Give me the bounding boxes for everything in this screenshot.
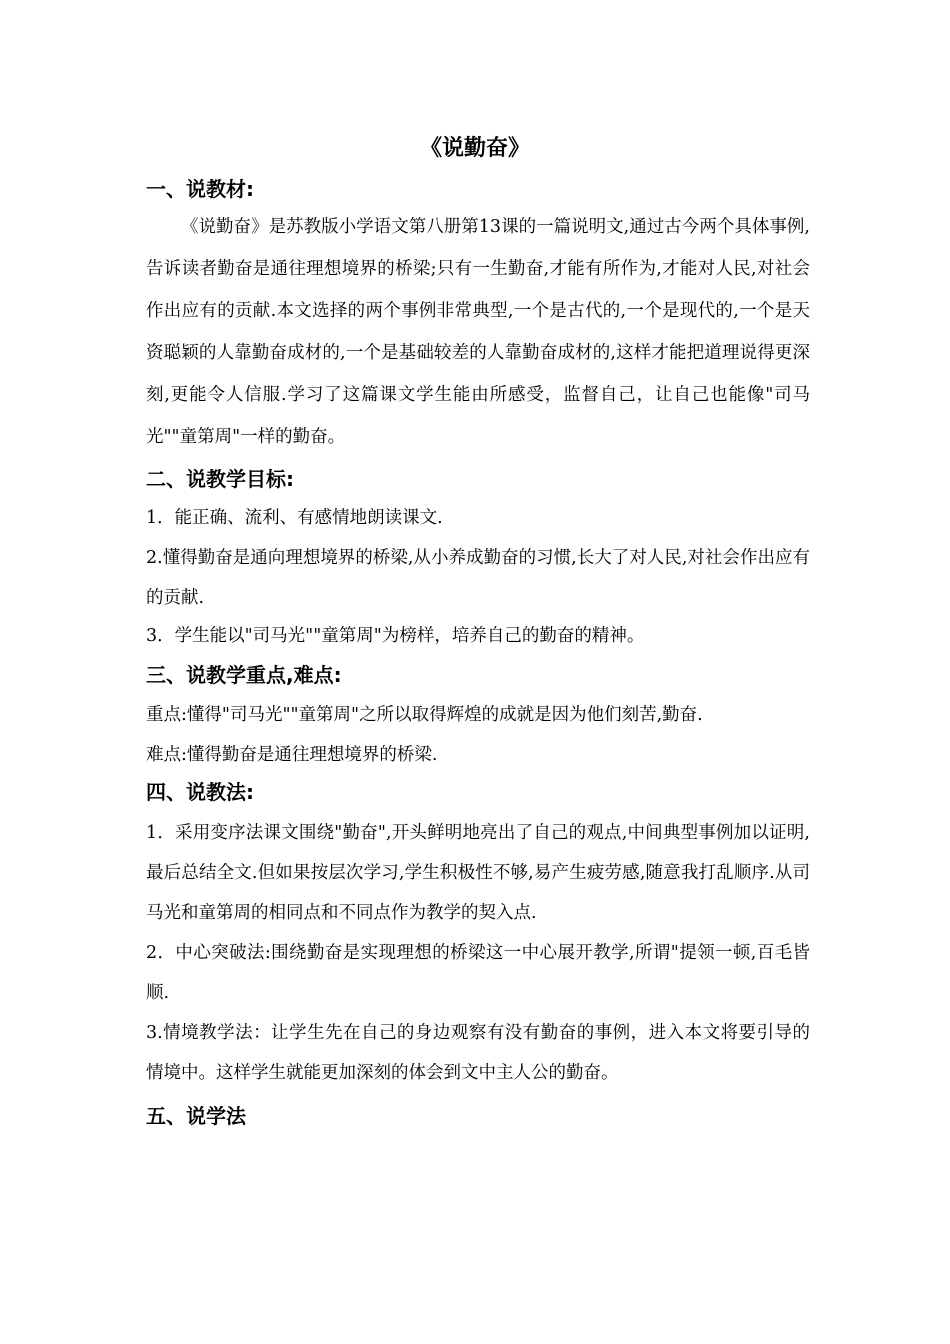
goal-item-3: 3．学生能以"司马光""童第周"为榜样，培养自己的勤奋的精神。 xyxy=(146,626,645,646)
section-heading-textbook: 一、说教材: xyxy=(146,177,254,201)
method-item-2: 2．中心突破法:围绕勤奋是实现理想的桥梁这一中心展开教学,所谓"提领一顿,百毛皆顺. xyxy=(146,943,810,1003)
method-item-1: 1．采用变序法课文围绕"勤奋",开头鲜明地亮出了自己的观点,中间典型事例加以证明,最后总结全文.但如果按层次学习,学生积极性不够,易产生疲劳感,随意我打乱顺序.从司马光和童第周的相同点和不同点作为教学的契入点. xyxy=(146,823,810,923)
goal-item-2: 2.懂得勤奋是通向理想境界的桥梁,从小养成勤奋的习惯,长大了对人民,对社会作出应有的贡献. xyxy=(146,548,810,608)
section-heading-methods: 四、说教法: xyxy=(146,780,254,804)
section-heading-learning-methods: 五、说学法 xyxy=(146,1104,246,1128)
difficult-point-item: 难点:懂得勤奋是通往理想境界的桥梁. xyxy=(146,745,438,765)
section-paragraph-textbook: 《说勤奋》是苏教版小学语文第八册第13课的一篇说明文,通过古今两个具体事例,告诉读者勤奋是通往理想境界的桥梁;只有一生勤奋,才能有所作为,才能对人民,对社会作出应有的贡献.本文选择的两个事例非常典型,一个是古代的,一个是现代的,一个是天资聪颖的人靠勤奋成材的,一个是基础较差的人靠勤奋成材的,这样才能把道理说得更深刻,更能令人信服.学习了这篇课文学生能由所感受，监督自己，让自己也能像"司马光""童第周"一样的勤奋。 xyxy=(146,217,810,447)
method-item-3: 3.情境教学法：让学生先在自己的身边观察有没有勤奋的事例，进入本文将要引导的情境中。这样学生就能更加深刻的体会到文中主人公的勤奋。 xyxy=(146,1023,810,1083)
goal-item-1: 1．能正确、流利、有感情地朗读课文. xyxy=(146,508,443,528)
key-point-item: 重点:懂得"司马光""童第周"之所以取得辉煌的成就是因为他们刻苦,勤奋. xyxy=(146,705,703,725)
document-title: 《说勤奋》 xyxy=(419,136,530,161)
section-heading-key-points: 三、说教学重点,难点: xyxy=(146,663,342,687)
section-heading-goals: 二、说教学目标: xyxy=(146,467,294,491)
